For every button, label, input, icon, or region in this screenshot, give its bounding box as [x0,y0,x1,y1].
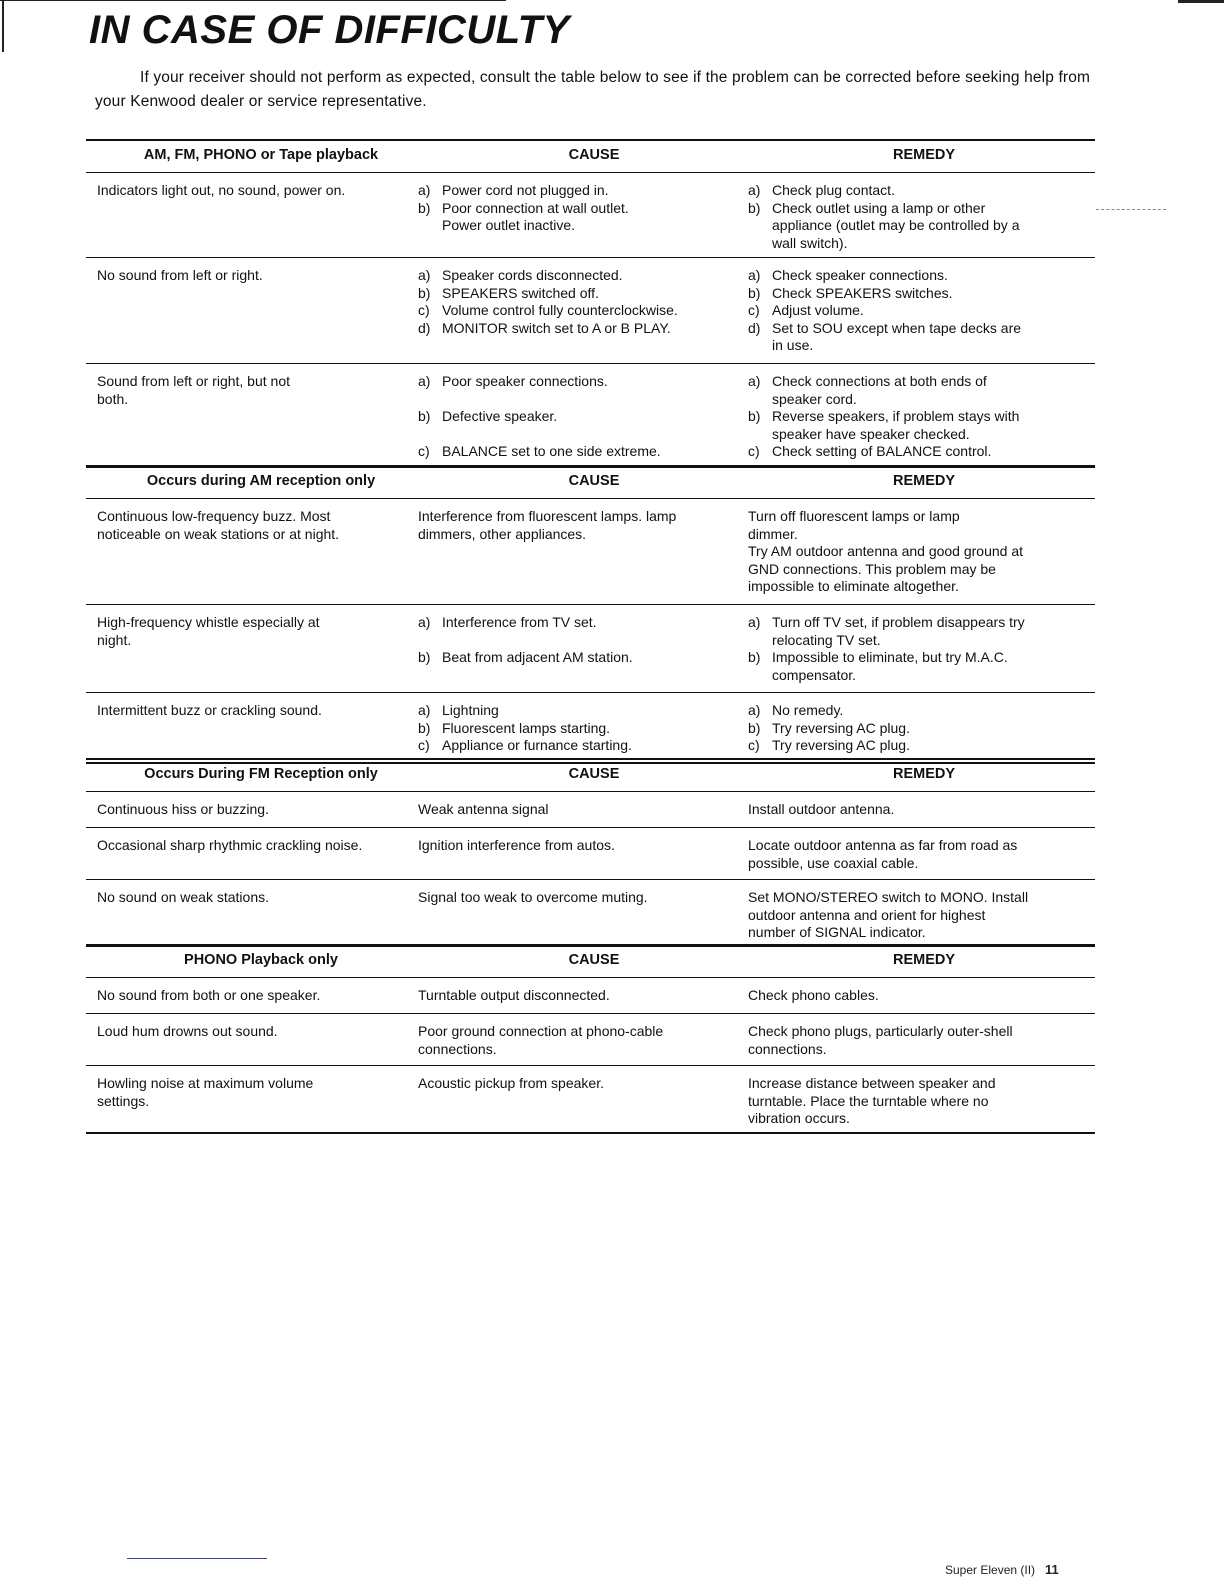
problem-cell: No sound from both or one speaker. [97,987,321,1003]
cause-item: d) MONITOR switch set to A or B PLAY. [418,319,671,336]
remedy-cell: Check phono cables. [748,987,879,1003]
cause-cell: Turntable output disconnected. [418,987,610,1003]
table-row [86,364,1095,468]
cause-item: b) SPEAKERS switched off. [418,284,599,301]
remedy-item: c) Adjust volume. [748,302,864,318]
remedy-item: b) Impossible to eliminate, but try M.A.C. compensator. [748,649,1008,683]
section-general [86,139,1095,468]
cause-item: c) Volume control fully counterclockwise. [418,302,678,318]
remedy-cell: Increase distance between speaker and turntable. Place the turntable where no vibration occurs. [748,1075,996,1126]
header-problem: PHONO Playback only [184,952,338,968]
cause-item: a) Speaker cords disconnected. [418,267,623,283]
cause-item: c) Appliance or furnance starting. [418,737,632,753]
remedy-item: b) Check SPEAKERS switches. [748,284,953,301]
section-header [86,758,1095,792]
cause-item: a) Power cord not plugged in. [418,182,609,198]
problem-cell: Sound from left or right, but not both. [97,373,290,407]
header-problem: Occurs during AM reception only [146,473,376,489]
left-edge-mark [2,0,4,52]
table-row [86,880,1095,947]
cause-cell: Ignition interference from autos. [418,837,615,853]
problem-cell: Intermittent buzz or crackling sound. [97,702,322,718]
remedy-cell [748,173,1084,257]
cause-item: a) Poor speaker connections. [418,373,608,389]
remedy-item: b) Check outlet using a lamp or other appliance (outlet may be controlled by a wall switch). [748,199,1020,251]
cause-item: a) Lightning [418,702,499,718]
section-fm [86,758,1095,947]
page-number: 11 [1045,1562,1059,1577]
remedy-item: c) Try reversing AC plug. [748,737,910,753]
cause-cell: Signal too weak to overcome muting. [418,889,648,905]
cause-cell: Interference from fluorescent lamps. lamp dimmers, other appliances. [418,508,677,542]
remedy-cell: Install outdoor antenna. [748,801,895,817]
problem-cell: No sound from left or right. [97,267,263,283]
table-row [86,978,1095,1014]
cause-item: b) Poor connection at wall outlet. Power outlet inactive. [418,199,629,233]
problem-cell: No sound on weak stations. [97,889,269,905]
header-cause: CAUSE [568,147,620,163]
remedy-cell [748,364,1084,466]
problem-cell: Indicators light out, no sound, power on. [97,182,346,198]
header-problem: AM, FM, PHONO or Tape playback [143,147,379,163]
remedy-item: a) Check speaker connections. [748,267,948,283]
problem-cell: Loud hum drowns out sound. [97,1023,278,1039]
cause-cell: Poor ground connection at phono-cable connections. [418,1023,664,1057]
header-remedy: REMEDY [892,766,956,782]
table-row [86,605,1095,693]
cause-item: a) Interference from TV set. [418,614,597,630]
remedy-cell: Locate outdoor antenna as far from road as possible, use coaxial cable. [748,837,1018,871]
cause-cell [418,258,748,363]
remedy-cell: Turn off fluorescent lamps or lamp dimmer. Try AM outdoor antenna and good ground at GND connections. This problem may be impossible to eliminate altogether. [748,508,1024,594]
remedy-item: a) No remedy. [748,702,844,718]
remedy-cell: Check phono plugs, particularly outer-shell connections. [748,1023,1013,1057]
footer-rule [127,1558,267,1559]
cause-cell [418,173,748,257]
cause-item: c) BALANCE set to one side extreme. [418,443,661,459]
cause-cell [418,364,748,466]
remedy-item: b) Try reversing AC plug. [748,719,910,736]
top-rule [0,0,506,1]
problem-cell: Howling noise at maximum volume settings. [97,1075,314,1109]
remedy-cell [748,605,1084,692]
remedy-item: c) Check setting of BALANCE control. [748,443,992,459]
remedy-item: d) Set to SOU except when tape decks are in use. [748,319,1022,353]
table-row [86,499,1095,605]
footer-label: Super Eleven (II) [945,1563,1036,1577]
intro-paragraph: If your receiver should not perform as expected, consult the table below to see if the problem can be corrected before seeking help from your Kenwood dealer or service representative. [95,69,1091,110]
remedy-item: a) Check plug contact. [748,182,895,198]
cause-item: b) Beat from adjacent AM station. [418,649,633,665]
section-am [86,465,1095,764]
header-cause: CAUSE [568,766,620,782]
cause-item: b) Defective speaker. [418,408,558,424]
cause-cell: Acoustic pickup from speaker. [418,1075,604,1091]
table-row [86,693,1095,764]
table-row [86,1014,1095,1066]
table-row [86,173,1095,258]
section-header [86,139,1095,173]
table-row [86,828,1095,880]
section-phono [86,944,1095,1134]
table-row [86,258,1095,364]
header-cause: CAUSE [568,473,620,489]
remedy-item: b) Reverse speakers, if problem stays with speaker have speaker checked. [748,408,1020,442]
page-title: IN CASE OF DIFFICULTY [89,8,570,52]
section-header [86,465,1095,499]
cause-cell [418,693,748,762]
header-cause: CAUSE [568,952,620,968]
top-right-mark [1178,0,1224,3]
cause-cell: Weak antenna signal [418,801,549,817]
header-problem: Occurs During FM Reception only [144,766,378,782]
problem-cell: Occasional sharp rhythmic crackling noise. [97,837,363,853]
cause-item: b) Fluorescent lamps starting. [418,719,611,736]
section-header [86,944,1095,978]
problem-cell: Continuous low-frequency buzz. Most noticeable on weak stations or at night. [97,508,340,542]
table-row [86,1066,1095,1134]
problem-cell: Continuous hiss or buzzing. [97,801,269,817]
page-footer [945,1562,1059,1577]
header-remedy: REMEDY [892,952,956,968]
remedy-cell [748,693,1084,762]
remedy-cell [748,258,1084,363]
remedy-item: a) Turn off TV set, if problem disappears try relocating TV set. [748,614,1025,648]
margin-dash [1096,209,1166,210]
remedy-item: a) Check connections at both ends of speaker cord. [748,373,987,407]
header-remedy: REMEDY [892,147,956,163]
table-row [86,792,1095,828]
cause-cell [418,605,748,692]
problem-cell: High-frequency whistle especially at night. [97,614,320,648]
header-remedy: REMEDY [892,473,956,489]
remedy-cell: Set MONO/STEREO switch to MONO. Install outdoor antenna and orient for highest number of SIGNAL indicator. [748,889,1029,940]
